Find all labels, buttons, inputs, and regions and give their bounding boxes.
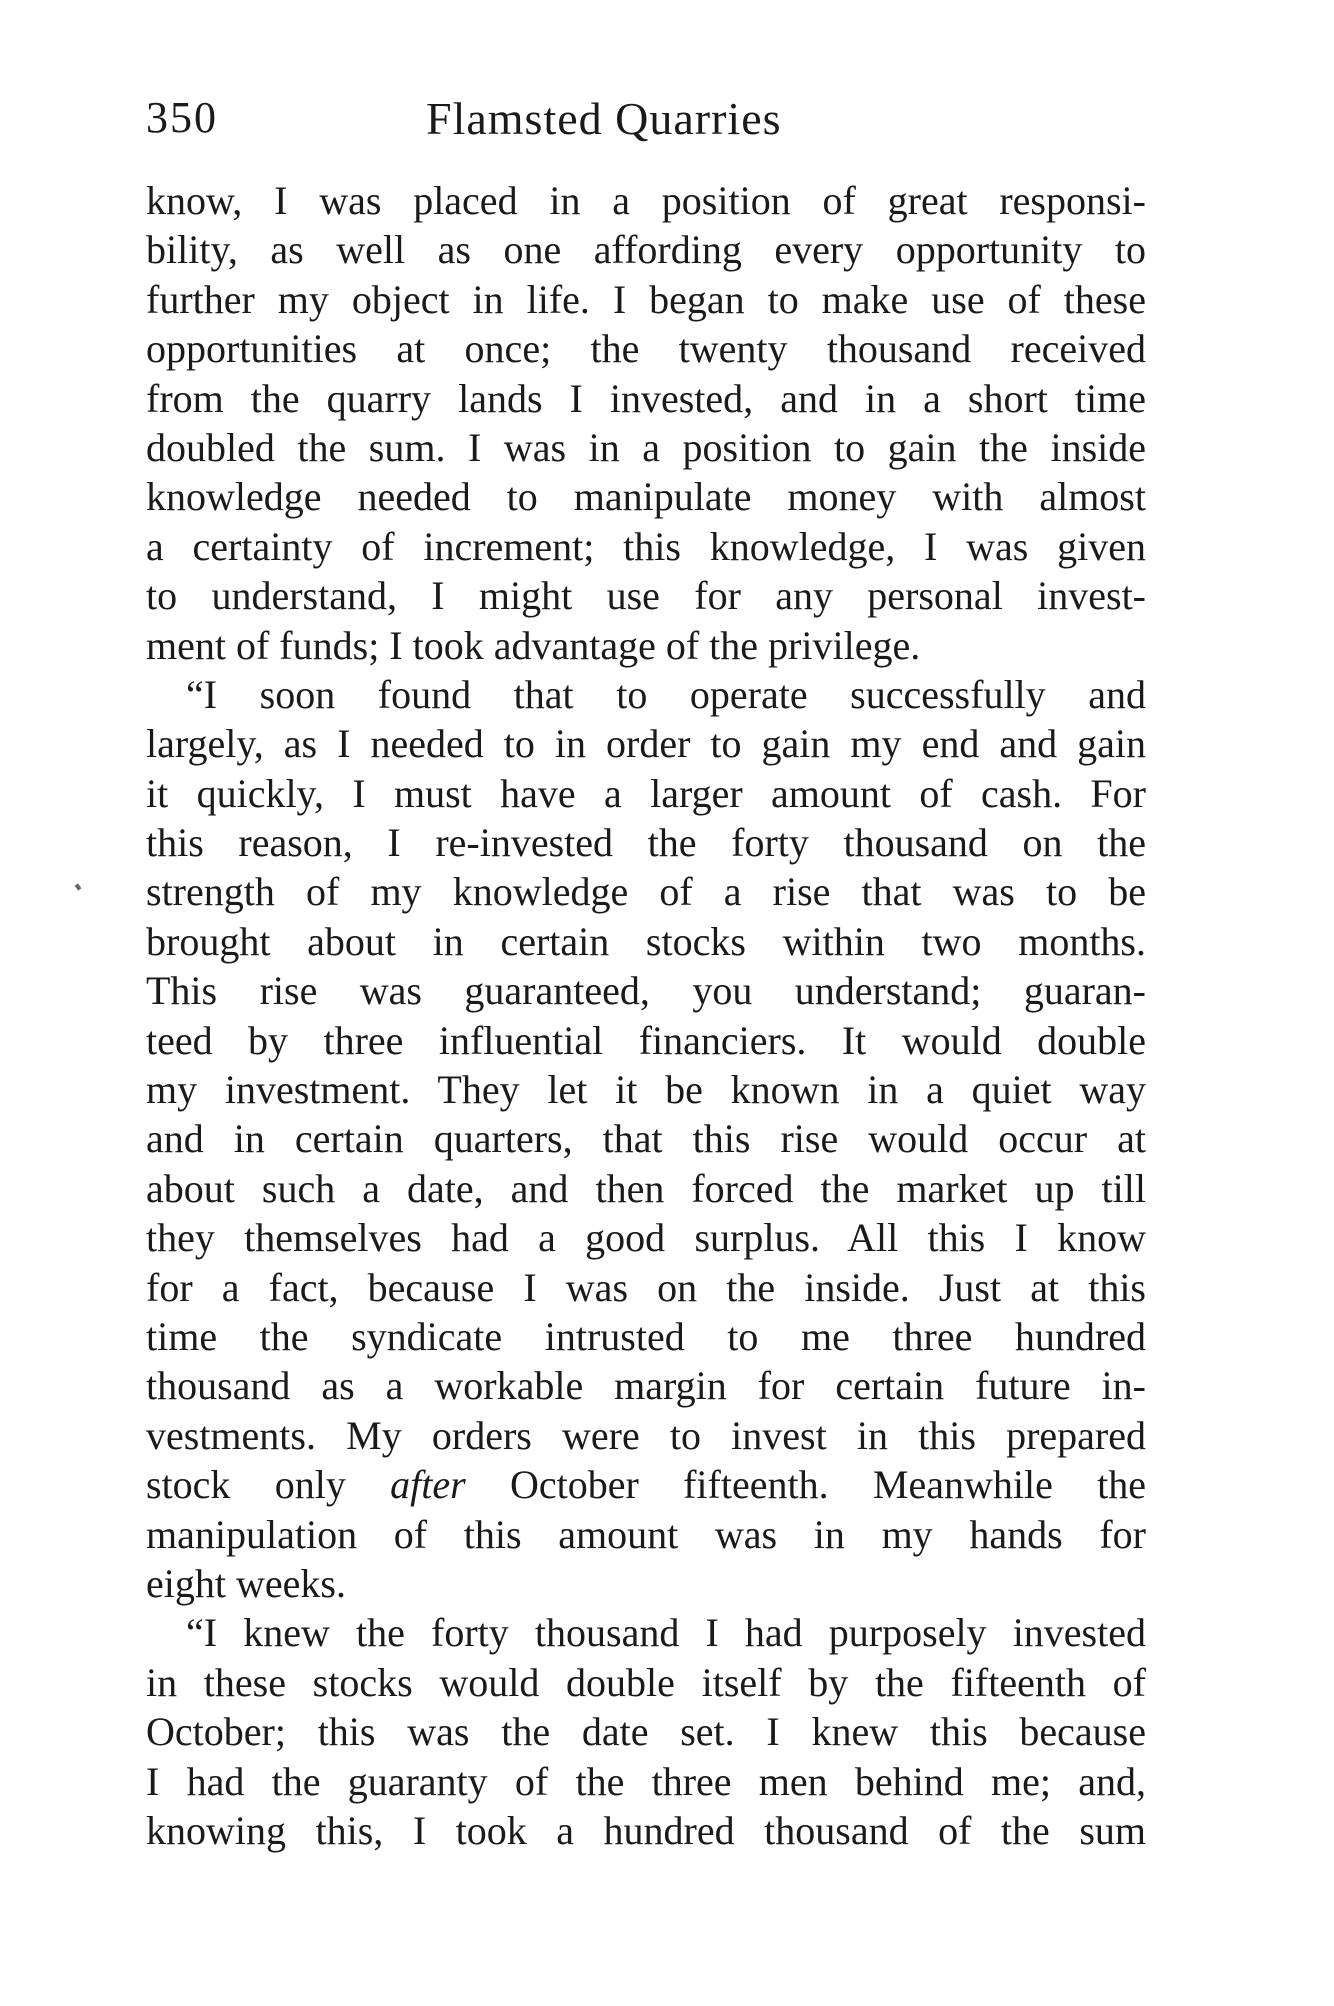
text-line: “I soon found that to operate successfully and: [186, 671, 1146, 717]
text-line: to understand, I might use for any personal invest-: [146, 573, 1146, 619]
page-header: [146, 92, 1146, 156]
text-line: this reason, I re-invested the forty thousand on the: [146, 820, 1146, 866]
text-line: October; this was the date set. I knew this because: [146, 1709, 1146, 1755]
text-line: opportunities at once; the twenty thousand received: [146, 326, 1146, 372]
text-line: know, I was placed in a position of great responsi-: [146, 178, 1146, 223]
text-line: in these stocks would double itself by the fifteenth of: [146, 1659, 1146, 1705]
text-line: from the quarry lands I invested, and in a short time: [146, 375, 1146, 421]
text-line: teed by three influential financiers. It would double: [146, 1017, 1146, 1063]
text-line: knowing this, I took a hundred thousand of the sum: [146, 1807, 1146, 1853]
emphasized-word: after: [390, 1462, 466, 1508]
text-line: bility, as well as one affording every opportunity to: [146, 227, 1146, 273]
text-line: thousand as a workable margin for certain future in-: [146, 1363, 1146, 1409]
text-line: eight weeks.: [146, 1560, 346, 1606]
print-speck: [75, 883, 82, 890]
text-line: for a fact, because I was on the inside. Just at this: [146, 1264, 1146, 1310]
text-line: “I knew the forty thousand I had purposely invested: [186, 1610, 1146, 1656]
text-line: about such a date, and then forced the market up till: [146, 1165, 1146, 1211]
text-line-end: October fifteenth. Meanwhile the: [465, 1462, 1146, 1508]
text-line: vestments. My orders were to invest in this prepared: [146, 1412, 1146, 1458]
text-line: manipulation of this amount was in my hands for: [146, 1511, 1146, 1557]
text-line: I had the guaranty of the three men behind me; and,: [146, 1758, 1146, 1804]
body-text: [146, 176, 1146, 1855]
text-line: time the syndicate intrusted to me three hundred: [146, 1313, 1146, 1359]
text-line: my investment. They let it be known in a quiet way: [146, 1067, 1146, 1113]
text-line: This rise was guaranteed, you understand; guaran-: [146, 968, 1146, 1014]
text-line: and in certain quarters, that this rise would occur at: [146, 1116, 1146, 1162]
text-line: it quickly, I must have a larger amount of cash. For: [146, 770, 1146, 816]
text-line: ment of funds; I took advantage of the privilege.: [146, 622, 921, 668]
text-line: brought about in certain stocks within two months.: [146, 918, 1146, 964]
running-title: Flamsted Quarries: [426, 93, 782, 144]
page-number: 350: [146, 93, 218, 142]
text-line: they themselves had a good surplus. All this I know: [146, 1215, 1146, 1261]
text-line: largely, as I needed to in order to gain my end and gain: [146, 721, 1146, 767]
text-line: further my object in life. I began to make use of these: [146, 276, 1146, 322]
text-line-start: stock only: [146, 1462, 391, 1508]
text-line: [146, 1460, 1146, 1509]
text-line: strength of my knowledge of a rise that was to be: [146, 869, 1146, 915]
text-line: doubled the sum. I was in a position to gain the inside: [146, 424, 1146, 470]
text-line: a certainty of increment; this knowledge, I was given: [146, 523, 1146, 569]
text-line: knowledge needed to manipulate money with almost: [146, 474, 1146, 520]
